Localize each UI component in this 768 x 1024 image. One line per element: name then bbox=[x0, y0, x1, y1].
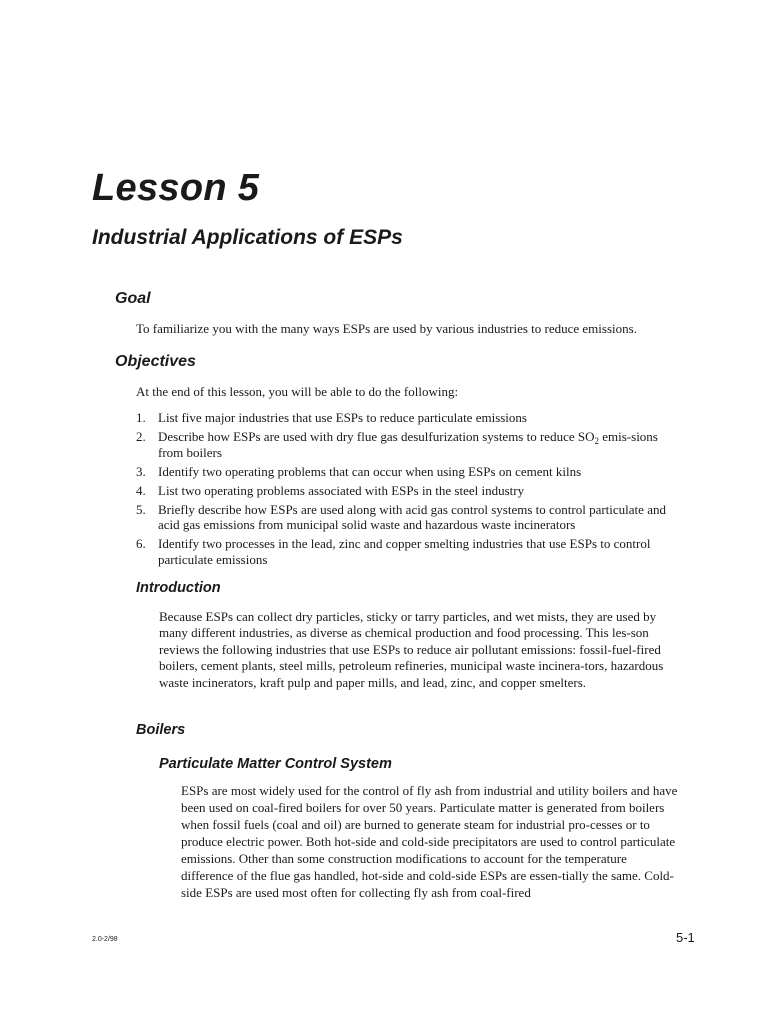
objective-number: 6. bbox=[136, 536, 146, 551]
lesson-subtitle: Industrial Applications of ESPs bbox=[92, 226, 403, 249]
objective-number: 3. bbox=[136, 463, 146, 479]
subscript: 2 bbox=[594, 436, 599, 446]
introduction-heading: Introduction bbox=[136, 580, 221, 596]
objective-item bbox=[136, 429, 681, 460]
objective-item bbox=[136, 464, 681, 480]
objective-item bbox=[136, 502, 681, 533]
objective-number: 1. bbox=[136, 410, 146, 425]
lesson-title: Lesson 5 bbox=[92, 167, 260, 209]
goal-heading: Goal bbox=[115, 290, 151, 307]
footer-version: 2.0-2/98 bbox=[92, 936, 118, 943]
objective-item bbox=[136, 536, 681, 567]
objective-item bbox=[136, 410, 681, 426]
goal-text: To familiarize you with the many ways ESPs are used by various industries to reduce emissions. bbox=[136, 321, 637, 336]
pm-control-heading: Particulate Matter Control System bbox=[159, 756, 392, 772]
page-number: 5-1 bbox=[676, 930, 695, 945]
pm-control-text: ESPs are most widely used for the control of fly ash from industrial and utility boilers and have been used on coal-fired boilers for over 50 years. Particulate matter is generated from boilers when fossil fuels (coal and oil) are burned to generate steam for industrial pro-cesses or to produce electric power. Both hot-side and cold-side precipitators are used to control particulate emissions. Other than some construction modifications to account for the temperature difference of the flue gas handled, hot-side and cold-side ESPs are essen-tially the same. Cold-side ESPs are used most often for collecting fly ash from coal-fired bbox=[181, 783, 678, 900]
objective-text: Identify two processes in the lead, zinc and copper smelting industries that use ESPs to control particulate emissions bbox=[158, 536, 651, 567]
objective-number: 4. bbox=[136, 482, 146, 498]
objective-text-before: Describe how ESPs are used with dry flue gas desulfurization systems to reduce SO bbox=[158, 429, 595, 444]
objectives-intro: At the end of this lesson, you will be able to do the following: bbox=[136, 384, 459, 399]
boilers-heading: Boilers bbox=[136, 722, 186, 738]
objective-item bbox=[136, 483, 681, 499]
objective-text: List five major industries that use ESPs to reduce particulate emissions bbox=[158, 410, 527, 425]
objective-text: Briefly describe how ESPs are used along with acid gas control systems to control particulate and acid gas emissions from municipal solid waste and hazardous waste incinerators bbox=[158, 501, 666, 532]
introduction-text: Because ESPs can collect dry particles, sticky or tarry particles, and wet mists, they are used by many different industries, as diverse as chemical production and food processing. This les-son reviews the following industries that use ESPs to reduce air pollutant emissions: fossil-fuel-fired boilers, cement plants, steel mills, petroleum refineries, municipal waste incinera-tors, hazardous waste incinerators, kraft pulp and paper mills, and lead, zinc, and copper smelters. bbox=[159, 609, 664, 690]
objective-text-after: emis-sions from boilers bbox=[158, 429, 658, 460]
objective-text: Identify two operating problems that can occur when using ESPs on cement kilns bbox=[158, 463, 582, 479]
objectives-heading: Objectives bbox=[115, 353, 196, 370]
objective-number: 5. bbox=[136, 501, 146, 517]
objective-number: 2. bbox=[136, 429, 146, 444]
objectives-list bbox=[136, 410, 681, 571]
objective-text: List two operating problems associated with ESPs in the steel industry bbox=[158, 482, 525, 498]
